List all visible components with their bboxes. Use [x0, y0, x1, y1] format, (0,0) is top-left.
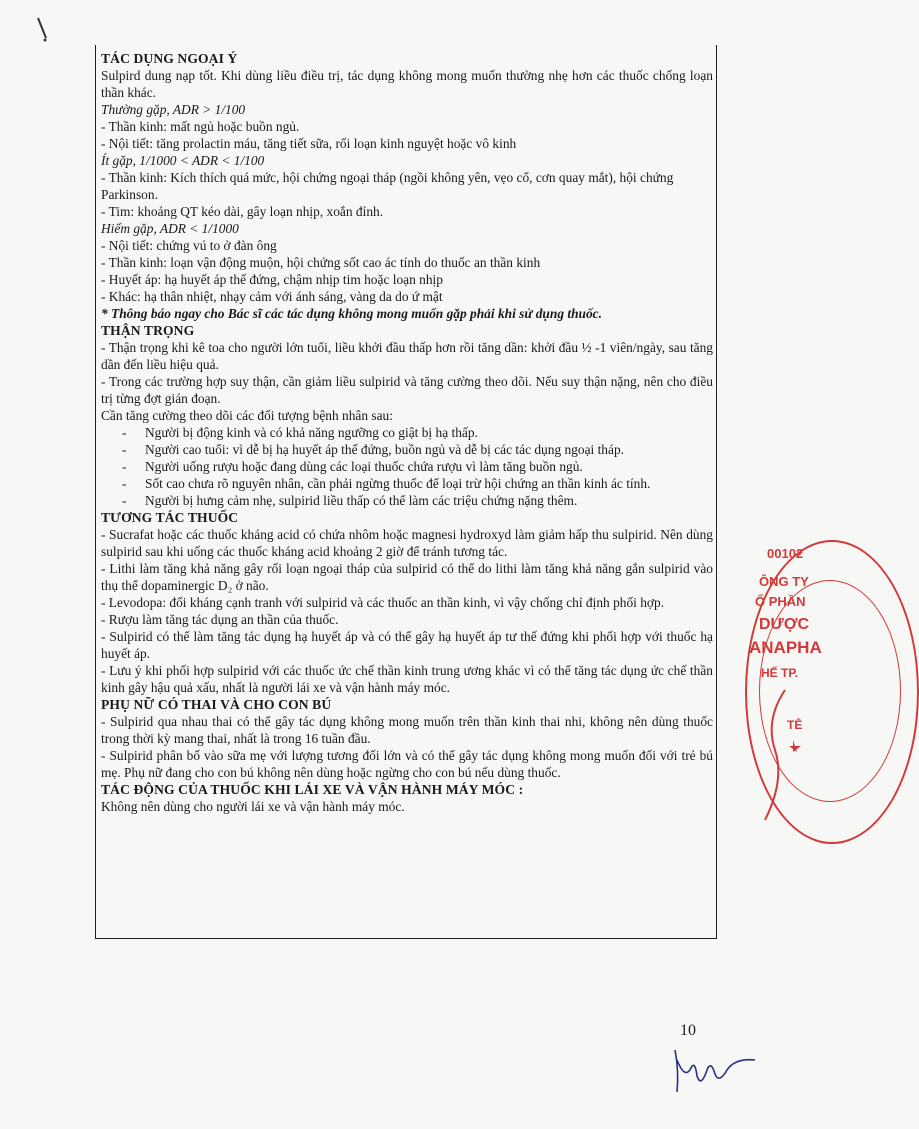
page-number: 10: [680, 1022, 696, 1039]
caution-paragraph: - Thận trọng khi kê toa cho người lớn tuổi, liều khởi đầu thấp hơn rồi tăng dần: khởi đầu ½ -1 viên/ngày, sau tăng dần đến liều hiệu quả.: [101, 340, 713, 372]
interaction-paragraph: - Levodopa: đối kháng cạnh tranh với sulpirid và các thuốc an thần kinh, vì vậy chống chỉ định phối hợp.: [101, 595, 665, 610]
stamp-text: Ổ PHẦN: [755, 594, 806, 609]
common-item: - Thần kinh: mất ngủ hoặc buồn ngủ.: [101, 119, 300, 134]
interaction-paragraph: - Rượu làm tăng tác dụng an thần của thuốc.: [101, 612, 339, 627]
stamp-text: TÊ: [787, 718, 803, 732]
signature: [655, 1030, 765, 1105]
caution-paragraph: - Trong các trường hợp suy thận, cần giảm liều sulpirid và tăng cường theo dõi. Nếu suy thận nặng, nên cho điều trị từng đợt gián đoạn.: [101, 374, 713, 406]
list-item: - Người uống rượu hoặc đang dùng các loại thuốc chứa rượu vì làm tăng buồn ngủ.: [145, 458, 713, 475]
rare-item: - Thần kinh: loạn vận động muộn, hội chứng sốt cao ác tính do thuốc an thần kinh: [101, 255, 541, 270]
company-stamp: [745, 540, 865, 840]
common-item: - Nội tiết: tăng prolactin máu, tăng tiết sữa, rối loạn kinh nguyệt hoặc vô kinh: [101, 136, 517, 151]
stamp-text: ÔNG TY: [759, 574, 809, 589]
heading-caution: THẬN TRỌNG: [101, 323, 195, 338]
rare-heading: Hiếm gặp, ADR < 1/1000: [101, 221, 239, 236]
list-item: - Sốt cao chưa rõ nguyên nhân, cần phải ngừng thuốc để loại trừ hội chứng an thần kinh ác tính.: [145, 475, 713, 492]
rare-item: - Nội tiết: chứng vú to ở đàn ông: [101, 238, 277, 253]
list-item: - Người bị hưng cảm nhẹ, sulpirid liều thấp có thể làm các triệu chứng nặng thêm.: [145, 492, 713, 509]
rare-item: - Huyết áp: hạ huyết áp thế đứng, chậm nhịp tim hoặc loạn nhịp: [101, 272, 443, 287]
stamp-text: DƯỢC: [759, 616, 810, 633]
interaction-paragraph: - Lưu ý khi phối hợp sulpirid với các thuốc ức chế thần kinh trung ương khác vì có thể tăng tác dụng ức chế thần kinh gây hậu quả xấu, nhất là người lái xe và vận hành máy móc.: [101, 663, 713, 695]
interaction-paragraph: - Sulpirid có thể làm tăng tác dụng hạ huyết áp và có thể gây hạ huyết áp tư thế đứng khi phối hợp với thuốc hạ huyết áp.: [101, 629, 713, 661]
monitor-list: [101, 424, 713, 509]
interaction-paragraph: - Lithi làm tăng khả năng gây rối loạn ngoại tháp của sulpirid có thể do lithi làm tăng khả năng gắn sulpirid vào thụ thể dopaminergic D₂ ở não.: [101, 561, 713, 593]
uncommon-item: - Tim: khoảng QT kéo dài, gây loạn nhịp, xoắn đỉnh.: [101, 204, 384, 219]
adverse-intro: Sulpird dung nạp tốt. Khi dùng liều điều trị, tác dụng không mong muốn thường nhẹ hơn các thuốc chống loạn thần khác.: [101, 68, 713, 100]
pregnancy-paragraph: - Sulpirid phân bố vào sữa mẹ với lượng tương đối lớn và có thể gây tác dụng không mong muốn đối với trẻ bú mẹ. Phụ nữ đang cho con bú không nên dùng hoặc ngừng cho con bú nếu dùng thuốc.: [101, 748, 713, 780]
stamp-text: 00102: [767, 546, 804, 561]
stamp-star-icon: [745, 680, 805, 830]
heading-driving: TÁC ĐỘNG CỦA THUỐC KHI LÁI XE VÀ VẬN HÀNH MÁY MÓC :: [101, 782, 524, 797]
common-heading: Thường gặp, ADR > 1/100: [101, 102, 246, 117]
interaction-paragraph: - Sucrafat hoặc các thuốc kháng acid có chứa nhôm hoặc magnesi hydroxyd làm giảm hấp thu sulpirid. Nên dùng sulpirid sau khi uống các thuốc kháng acid khoảng 2 giờ để tránh tương tác.: [101, 527, 713, 559]
driving-text: Không nên dùng cho người lái xe và vận hành máy móc.: [101, 799, 405, 814]
stamp-text: HẾ TP.: [761, 666, 799, 680]
list-item: - Người cao tuổi: vì dễ bị hạ huyết áp thế đứng, buồn ngủ và dễ bị các tác dụng ngoại tháp.: [145, 441, 713, 458]
heading-adverse-effects: TÁC DỤNG NGOẠI Ý: [101, 51, 238, 66]
monitor-intro: Cần tăng cường theo dõi các đối tượng bệnh nhân sau:: [101, 408, 393, 423]
heading-pregnancy: PHỤ NỮ CÓ THAI VÀ CHO CON BÚ: [101, 697, 332, 712]
stamp-text: ANAPHA: [749, 638, 822, 657]
heading-interactions: TƯƠNG TÁC THUỐC: [101, 510, 239, 525]
uncommon-heading: Ít gặp, 1/1000 < ADR < 1/100: [101, 153, 265, 168]
rare-item: - Khác: hạ thân nhiệt, nhạy cảm với ánh sáng, vàng da do ứ mật: [101, 289, 443, 304]
scan-mark: [36, 16, 56, 51]
document-body: [101, 50, 713, 815]
uncommon-item: - Thần kinh: Kích thích quá mức, hội chứng ngoại tháp (ngồi không yên, vẹo cổ, cơn quay mắt), hội chứng Parkinson.: [101, 170, 674, 202]
list-item: - Người bị động kinh và có khả năng ngưỡng co giật bị hạ thấp.: [145, 424, 713, 441]
pregnancy-paragraph: - Sulpirid qua nhau thai có thể gây tác dụng không mong muốn trên thần kinh thai nhi, không nên dùng thuốc trong thời kỳ mang thai, nhất là trong 16 tuần đầu.: [101, 714, 713, 746]
adverse-notice: * Thông báo ngay cho Bác sĩ các tác dụng không mong muốn gặp phải khi sử dụng thuốc.: [101, 306, 602, 321]
